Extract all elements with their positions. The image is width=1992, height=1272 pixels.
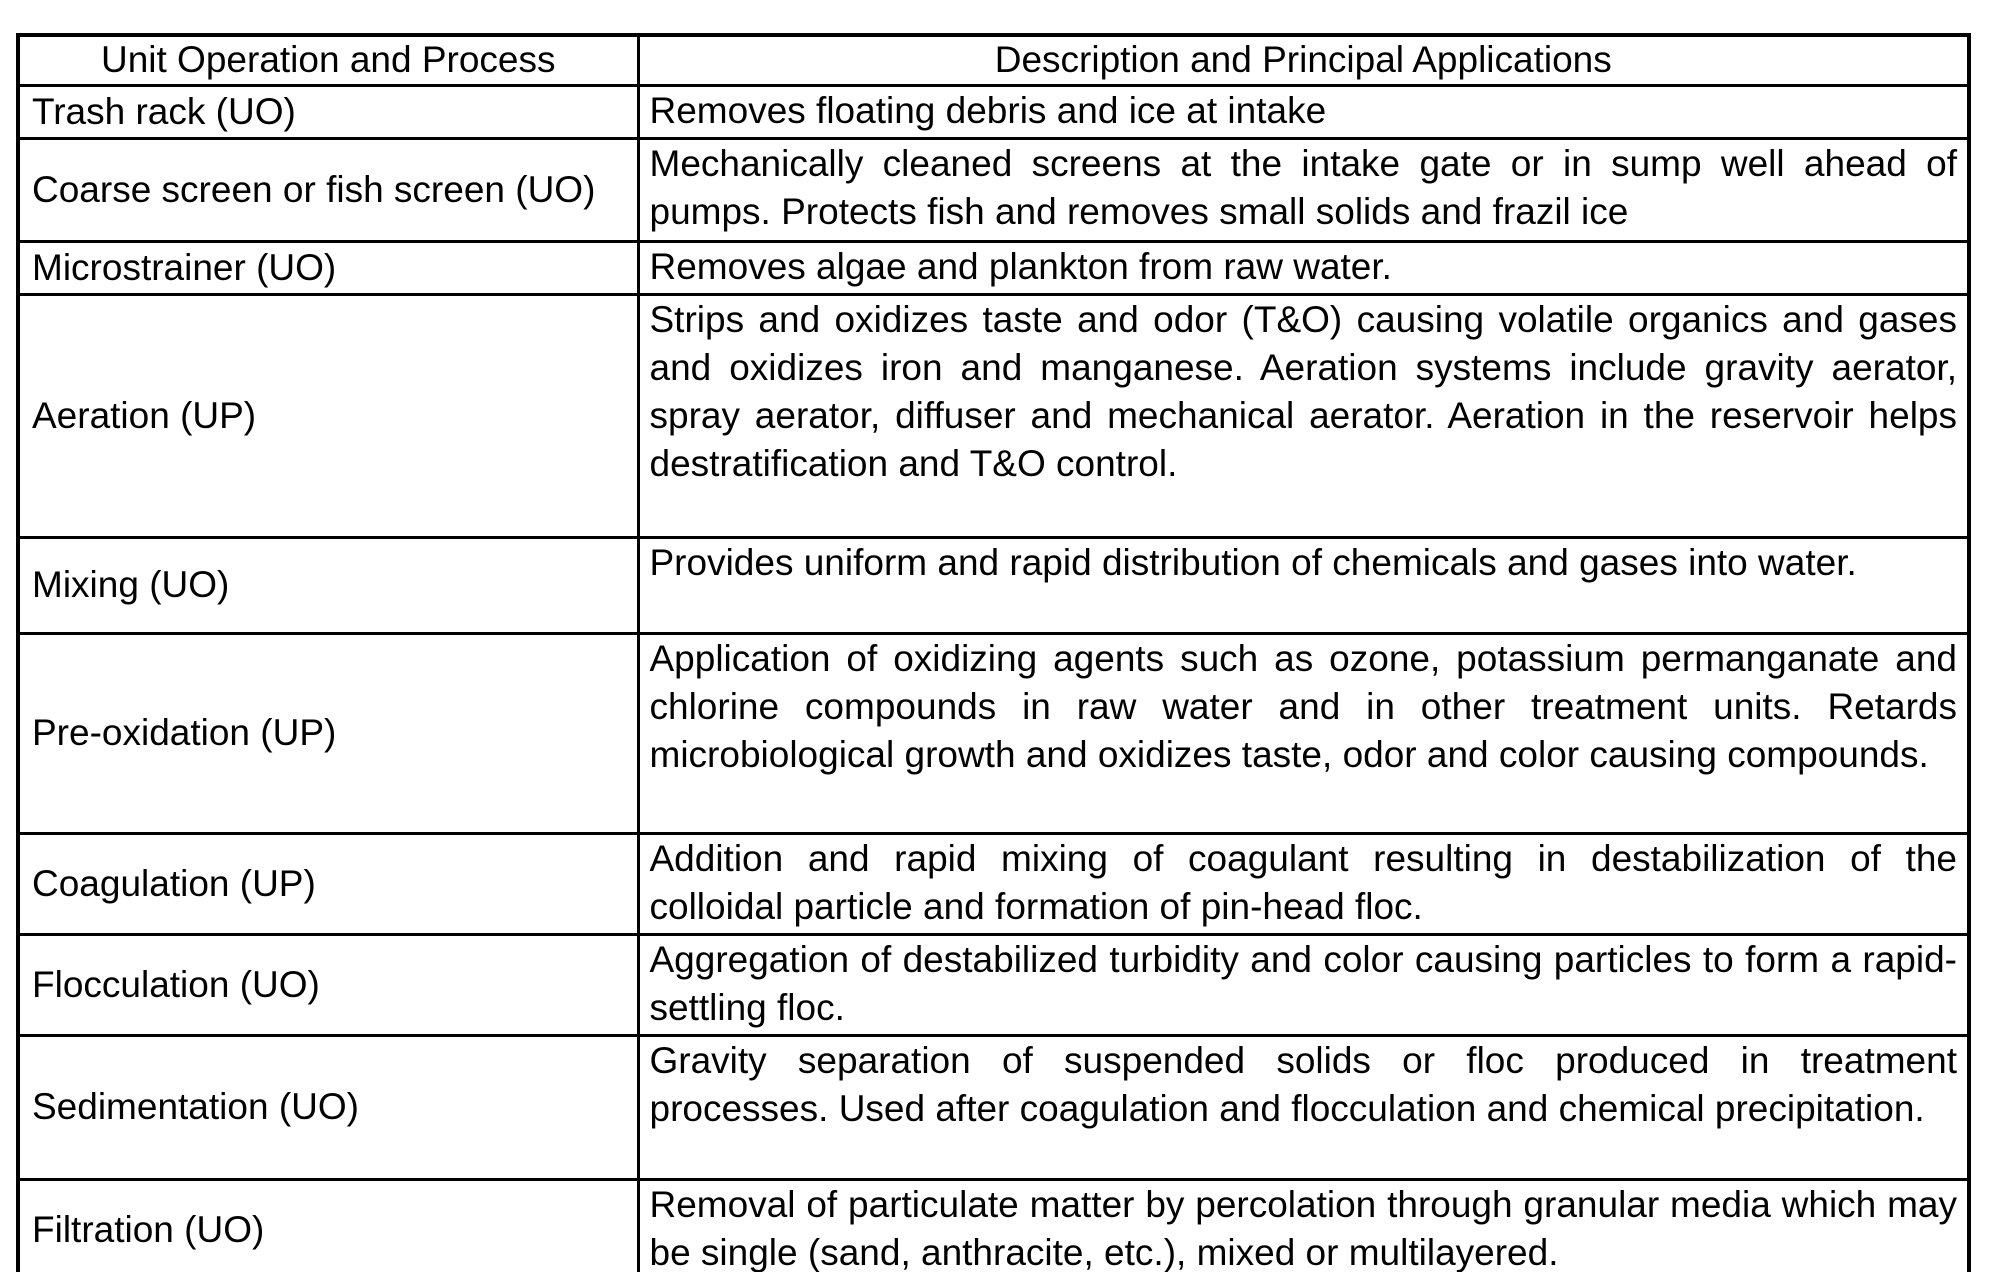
operation-cell: Microstrainer (UO) [18,241,638,294]
description-cell: Addition and rapid mixing of coagulant resulting in destabilization of the colloidal particle and formation of pin-head floc. [638,833,1969,934]
operation-cell: Pre-oxidation (UP) [18,633,638,833]
description-cell: Provides uniform and rapid distribution of chemicals and gases into water. [638,537,1969,633]
table-row-microstrainer [18,241,1969,294]
table-row-filtration [18,1179,1969,1272]
operation-cell: Filtration (UO) [18,1179,638,1272]
description-cell: Removes algae and plankton from raw water. [638,241,1969,294]
description-cell: Strips and oxidizes taste and odor (T&O) causing volatile organics and gases and oxidizes iron and manganese. Aeration systems include gravity aerator, spray aerator, diffuser and mechanical aerator. Aeration in the reservoir helps destratification and T&O control. [638,294,1969,537]
description-cell: Removes floating debris and ice at intake [638,85,1969,138]
unit-operations-table [16,33,1971,1272]
description-cell: Gravity separation of suspended solids or floc produced in treatment processes. Used after coagulation and flocculation and chemical precipitation. [638,1035,1969,1179]
operation-cell: Sedimentation (UO) [18,1035,638,1179]
table-row-coarse-screen [18,138,1969,241]
column-header-operation: Unit Operation and Process [18,35,638,85]
table-row-trash-rack [18,85,1969,138]
operation-cell: Coagulation (UP) [18,833,638,934]
table-row-mixing [18,537,1969,633]
column-header-description: Description and Principal Applications [638,35,1969,85]
operation-cell: Mixing (UO) [18,537,638,633]
operation-cell: Flocculation (UO) [18,934,638,1035]
operation-cell: Aeration (UP) [18,294,638,537]
description-cell: Removal of particulate matter by percolation through granular media which may be single (sand, anthracite, etc.), mixed or multilayered. [638,1179,1969,1272]
description-cell: Mechanically cleaned screens at the intake gate or in sump well ahead of pumps. Protects fish and removes small solids and frazil ice [638,138,1969,241]
table-row-coagulation [18,833,1969,934]
table-row-aeration [18,294,1969,537]
header-row [18,35,1969,85]
table-row-sedimentation [18,1035,1969,1179]
operation-cell: Coarse screen or fish screen (UO) [18,138,638,241]
table-row-pre-oxidation [18,633,1969,833]
operation-cell: Trash rack (UO) [18,85,638,138]
table-row-flocculation [18,934,1969,1035]
description-cell: Application of oxidizing agents such as ozone, potassium permanganate and chlorine compounds in raw water and in other treatment units. Retards microbiological growth and oxidizes taste, odor and color causing compounds. [638,633,1969,833]
description-cell: Aggregation of destabilized turbidity and color causing particles to form a rapid-settling floc. [638,934,1969,1035]
